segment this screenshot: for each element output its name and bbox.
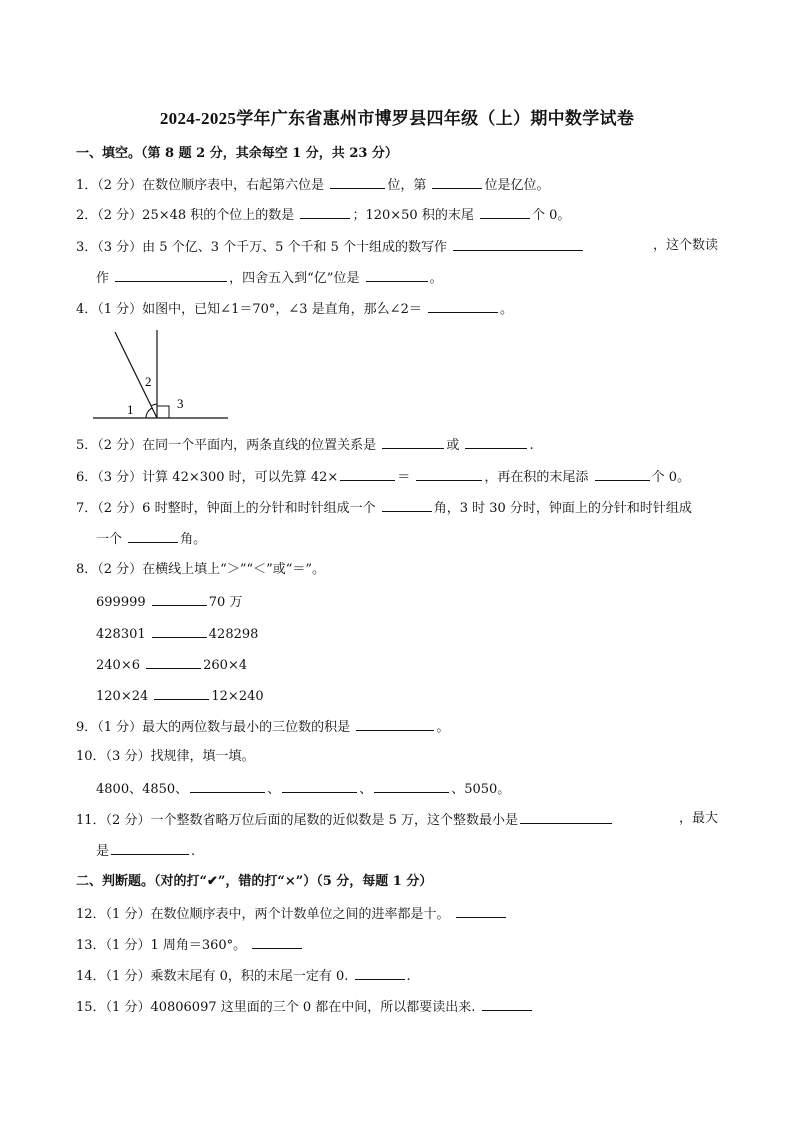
question-10: 10．（3 分）找规律，填一填。 [76, 749, 255, 764]
question-5 [76, 435, 534, 455]
q10-sep: 、 [359, 782, 373, 797]
answer-blank[interactable] [366, 268, 428, 282]
answer-blank[interactable] [465, 435, 527, 449]
angle-1-arc [146, 408, 152, 418]
q7-text-d: 角。 [180, 532, 207, 547]
q8-row-left: 699999 [96, 595, 146, 610]
q3-text-d: ，四舍五入到“亿”位是 [229, 271, 360, 286]
answer-blank[interactable] [355, 966, 405, 980]
q8-row-right: 260×4 [203, 658, 248, 673]
answer-blank[interactable] [330, 175, 385, 189]
q5-text-b: 或 [446, 438, 460, 453]
q9-text-a: 9．（1 分）最大的两位数与最小的三位数的积是 [76, 720, 351, 735]
q15-text: 15．（1 分）40806097 这里面的三个 0 都在中间，所以都要读出来. [76, 1000, 476, 1015]
q2-text-b: ；120×50 积的末尾 [352, 208, 474, 223]
answer-blank[interactable] [382, 435, 444, 449]
answer-blank[interactable] [190, 779, 265, 793]
q8-row-left: 428301 [96, 627, 146, 642]
q1-text-c: 位是亿位。 [484, 178, 550, 193]
q6-text-a: 6．（3 分）计算 42×300 时，可以先算 42× [76, 470, 339, 485]
question-4 [76, 299, 513, 319]
angle-label-1: 1 [127, 402, 134, 417]
answer-blank[interactable] [456, 904, 506, 918]
q10-text-c: 、5050。 [451, 782, 511, 797]
q12-text: 12．（1 分）在数位顺序表中，两个计数单位之间的进率都是十。 [76, 907, 450, 922]
q10-sequence [96, 779, 510, 799]
q4-text-a: 4．（1 分）如图中，已知∠1＝70°，∠3 是直角，那么∠2＝ [76, 302, 422, 317]
angle-2-arc [151, 404, 157, 406]
q11-text-c: 是 [96, 844, 110, 859]
q14-text-b: . [406, 969, 411, 984]
q5-text-c: . [529, 438, 534, 453]
answer-blank[interactable] [382, 498, 432, 512]
q5-text-a: 5．（2 分）在同一个平面内，两条直线的位置关系是 [76, 438, 377, 453]
q10-sep: 、 [267, 782, 281, 797]
q3-text-c: 作 [96, 271, 110, 286]
q6-text-b: ＝ [397, 470, 411, 485]
question-11-line-2 [96, 841, 195, 861]
q8-row-right: 428298 [208, 627, 259, 642]
question-9 [76, 717, 449, 737]
q7-text-b: 角，3 时 30 分时，钟面上的分针和时针组成 [433, 501, 692, 516]
q11-text-a: 11．（2 分）一个整数省略万位后面的尾数的近似数是 5 万，这个整数最小是 [76, 813, 518, 828]
question-12 [76, 904, 508, 924]
question-11-line-1 [76, 810, 718, 830]
answer-blank[interactable] [453, 237, 583, 251]
q8-row [96, 655, 247, 675]
q2-text-a: 2．（2 分）25×48 积的个位上的数是 [76, 208, 295, 223]
answer-blank[interactable] [300, 205, 350, 219]
q8-row-right: 12×240 [211, 689, 264, 704]
question-2 [76, 205, 570, 225]
q3-text-a: 3．（3 分）由 5 个亿、3 个千万、5 个千和 5 个十组成的数写作 [76, 240, 448, 255]
q8-row [96, 592, 242, 612]
answer-blank[interactable] [480, 205, 530, 219]
question-3-line-1 [76, 237, 718, 257]
question-14 [76, 966, 411, 986]
q2-text-c: 个 0。 [531, 208, 571, 223]
question-7-line-1 [76, 498, 692, 518]
q8-row-left: 120×24 [96, 689, 149, 704]
answer-blank[interactable] [128, 529, 178, 543]
question-6 [76, 467, 690, 487]
question-7-line-2 [96, 529, 206, 549]
answer-blank[interactable] [432, 175, 482, 189]
q13-text: 13．（1 分）1 周角＝360°。 [76, 938, 247, 953]
question-8: 8．（2 分）在横线上填上“＞”“＜”或“＝”。 [76, 562, 326, 577]
section-true-false-heading: 二、判断题。（对的打“✔”，错的打“×”）（5 分，每题 1 分） [76, 874, 433, 889]
q4-text-b: 。 [499, 302, 513, 317]
answer-blank[interactable] [374, 779, 449, 793]
answer-blank[interactable] [115, 268, 227, 282]
answer-blank[interactable] [252, 935, 302, 949]
q8-row [96, 624, 258, 644]
answer-blank[interactable] [111, 841, 189, 855]
answer-blank[interactable] [428, 299, 498, 313]
q1-text-a: 1．（2 分）在数位顺序表中，右起第六位是 [76, 178, 325, 193]
answer-blank[interactable] [152, 624, 207, 638]
right-angle-mark [157, 406, 169, 418]
q11-text-b: ，最大 [678, 811, 718, 826]
q14-text-a: 14．（1 分）乘数末尾有 0，积的末尾一定有 0. [76, 969, 349, 984]
answer-blank[interactable] [416, 467, 482, 481]
answer-blank[interactable] [482, 997, 532, 1011]
angle-figure [85, 326, 240, 424]
answer-blank[interactable] [282, 779, 357, 793]
answer-blank[interactable] [340, 467, 395, 481]
question-13 [76, 935, 304, 955]
answer-blank[interactable] [520, 810, 612, 824]
q11-text-d: . [191, 844, 196, 859]
q7-text-c: 一个 [96, 532, 123, 547]
q3-text-b: ，这个数读 [652, 238, 718, 253]
question-1 [76, 175, 550, 195]
q10-text-b: 4800、4850、 [96, 782, 189, 797]
q6-text-d: 个 0。 [651, 470, 690, 485]
q8-row-right: 70 万 [208, 595, 243, 610]
q8-row [96, 686, 264, 706]
q9-text-b: 。 [436, 720, 450, 735]
q7-text-a: 7．（2 分）6 时整时，钟面上的分针和时针组成一个 [76, 501, 376, 516]
section-fill-blank-heading: 一、填空。（第 8 题 2 分，其余每空 1 分，共 23 分） [76, 146, 398, 161]
angle-label-3: 3 [177, 396, 184, 411]
question-15 [76, 997, 534, 1017]
question-3-line-2 [96, 268, 443, 288]
page-title: 2024-2025学年广东省惠州市博罗县四年级（上）期中数学试卷 [159, 109, 635, 128]
q8-row-left: 240×6 [96, 658, 140, 673]
answer-blank[interactable] [146, 655, 201, 669]
answer-blank[interactable] [154, 686, 209, 700]
answer-blank[interactable] [152, 592, 207, 606]
q3-text-e: 。 [429, 271, 443, 286]
angle-label-2: 2 [145, 374, 152, 389]
answer-blank[interactable] [356, 717, 434, 731]
q6-text-c: ，再在积的末尾添 [484, 470, 589, 485]
q1-text-b: 位，第 [387, 178, 427, 193]
answer-blank[interactable] [595, 467, 650, 481]
